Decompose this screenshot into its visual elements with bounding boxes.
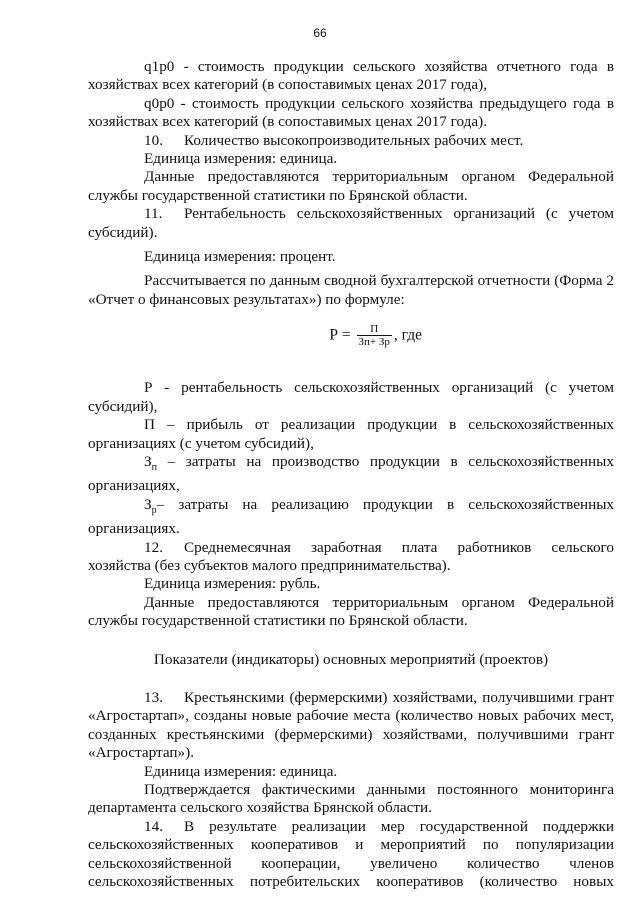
item-number: 11. [144, 205, 163, 223]
formula-tail: , где [393, 326, 422, 344]
page-number: 66 [313, 26, 327, 40]
paragraph-text: – затраты на производство продукции в сельскохозяйственных организациях, [88, 452, 614, 495]
paragraph: Рассчитывается по данным сводной бухгалтерской отчетности (Форма 2 «Отчет о финансовых результатах») по формуле: [88, 272, 614, 308]
item-number: 14. [144, 817, 163, 835]
paragraph: Единица измерения: процент. [144, 248, 336, 266]
formula-denominator: Зп+ Зр [358, 336, 390, 349]
formula [88, 323, 614, 349]
paragraph: П – прибыль от реализации продукции в сельскохозяйственных организациях (с учетом субсидий), [88, 416, 614, 452]
section-heading: Показатели (индикаторы) основных мероприятий (проектов) [153, 650, 549, 668]
numbered-item [88, 132, 614, 150]
paragraph-text: – затраты на реализацию продукции в сельскохозяйственных организациях. [88, 495, 614, 538]
paragraph: Единица измерения: единица. [144, 150, 338, 168]
paragraph: Р - рентабельность сельскохозяйственных организаций (с учетом субсидий), [88, 379, 614, 415]
numbered-item [88, 689, 614, 763]
formula-lhs: Р = [329, 326, 351, 344]
paragraph [88, 453, 614, 496]
numbered-item [88, 539, 614, 576]
paragraph: Подтверждается фактическими данными постоянного мониторинга департамента сельского хозяйства Брянской области. [88, 781, 614, 817]
numbered-item [88, 205, 614, 242]
item-text: Среднемесячная заработная плата работников сельского хозяйства (без субъектов малого предпринимательства). [88, 538, 614, 574]
item-text: В результате реализации мер государственной поддержки сельскохозяйственных кооперативов и мероприятий по популяризации сельскохозяйственной кооперации, увеличено количество членов сельскохозяйственных потребительских кооперативов (количество новых [88, 817, 614, 891]
symbol-subscript: п [151, 461, 157, 473]
paragraph: Единица измерения: единица. [144, 762, 338, 780]
item-number: 12. [144, 538, 163, 556]
item-text: Рентабельность сельскохозяйственных организаций (с учетом субсидий). [88, 205, 614, 241]
symbol-subscript: р [151, 504, 157, 516]
symbol: З [144, 495, 152, 513]
paragraph: Данные предоставляются территориальным органом Федеральной службы государственной статистики по Брянской области. [88, 168, 614, 204]
item-number: 13. [144, 689, 163, 707]
formula-fraction [357, 323, 392, 349]
paragraph: Данные предоставляются территориальным органом Федеральной службы государственной статистики по Брянской области. [88, 593, 614, 630]
item-number: 10. [144, 131, 163, 149]
paragraph: Единица измерения: рубль. [144, 575, 321, 593]
formula-numerator: П [370, 323, 379, 336]
paragraph [88, 496, 614, 539]
document-body [88, 58, 614, 892]
paragraph: q1p0 - стоимость продукции сельского хозяйства отчетного года в хозяйствах всех категорий (в сопоставимых ценах 2017 года), [88, 58, 614, 94]
symbol: З [144, 452, 152, 470]
item-text: Количество высокопроизводительных рабочих мест. [184, 131, 524, 149]
numbered-item [88, 818, 614, 892]
item-text: Крестьянскими (фермерскими) хозяйствами, получившими грант «Агростартап», созданы новые рабочие места (количество новых рабочих мест, созданных крестьянскими (фермерскими) хозяйствами, получившими грант «Агростартап»). [88, 689, 614, 762]
paragraph: q0p0 - стоимость продукции сельского хозяйства предыдущего года в хозяйствах всех категорий (в сопоставимых ценах 2017 года). [88, 94, 614, 131]
